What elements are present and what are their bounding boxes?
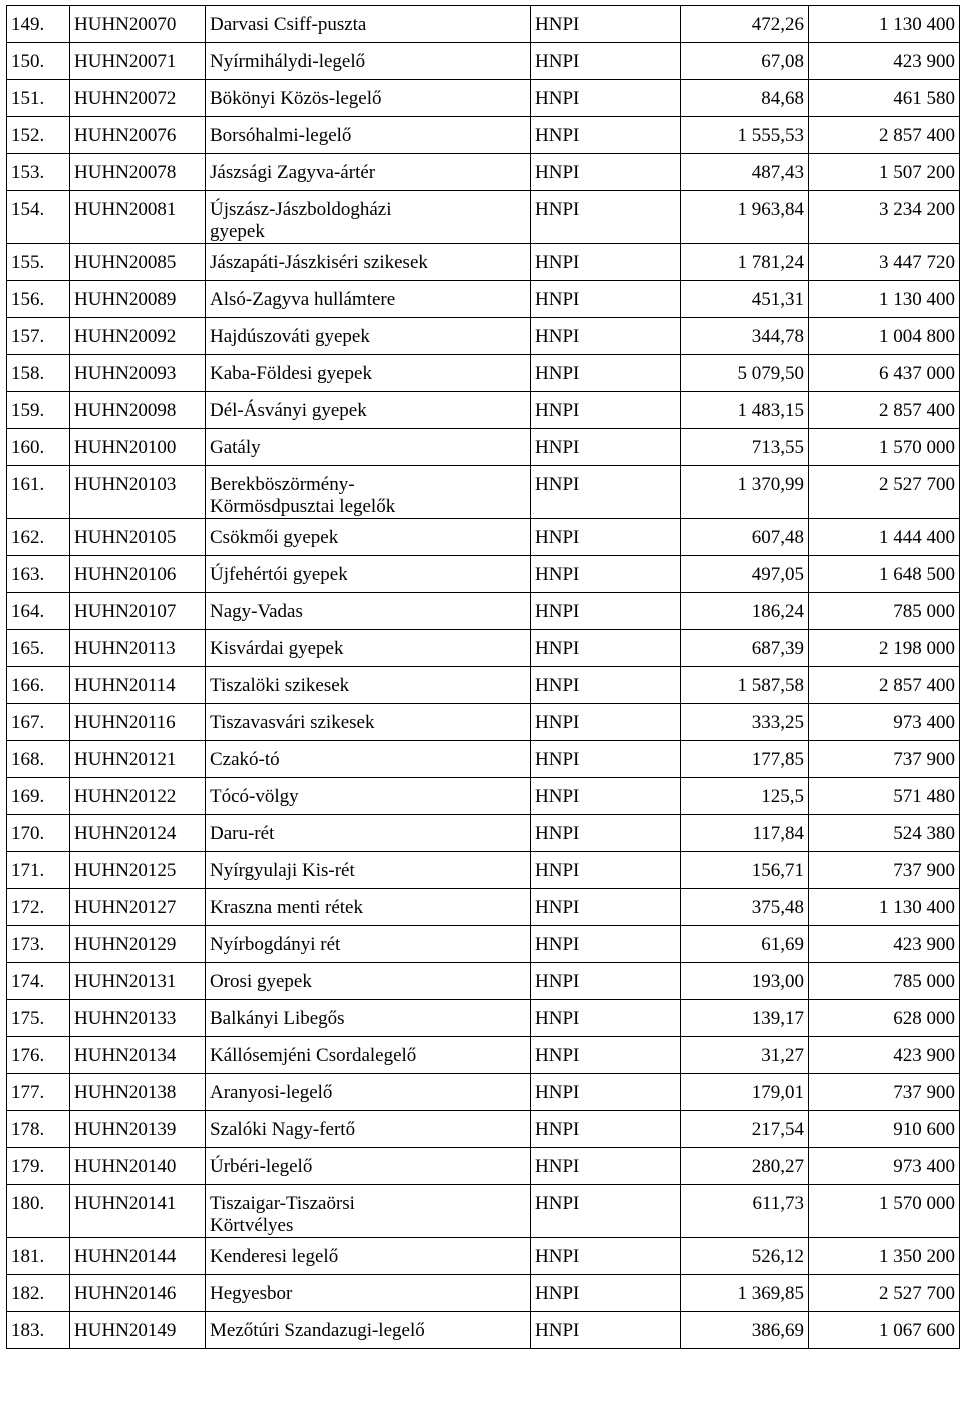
site-name xyxy=(206,1185,531,1238)
managing-authority: HNPI xyxy=(531,963,681,1000)
row-number: 158. xyxy=(7,355,70,392)
area-value: 67,08 xyxy=(681,43,809,80)
area-value: 186,24 xyxy=(681,593,809,630)
site-code: HUHN20121 xyxy=(70,741,206,778)
row-number: 157. xyxy=(7,318,70,355)
table-row xyxy=(7,466,960,519)
table-row xyxy=(7,43,960,80)
table-row xyxy=(7,593,960,630)
row-number: 175. xyxy=(7,1000,70,1037)
row-number: 176. xyxy=(7,1037,70,1074)
site-name xyxy=(206,1074,531,1111)
site-code: HUHN20122 xyxy=(70,778,206,815)
site-code: HUHN20113 xyxy=(70,630,206,667)
area-value: 1 963,84 xyxy=(681,191,809,244)
managing-authority: HNPI xyxy=(531,556,681,593)
site-name-line: Tócó-völgy xyxy=(210,786,299,807)
amount-value: 785 000 xyxy=(809,963,960,1000)
managing-authority: HNPI xyxy=(531,704,681,741)
amount-value: 1 648 500 xyxy=(809,556,960,593)
table-row xyxy=(7,1275,960,1312)
site-code: HUHN20146 xyxy=(70,1275,206,1312)
site-name xyxy=(206,6,531,43)
site-name-line: Dél-Ásványi gyepek xyxy=(210,400,367,421)
site-code: HUHN20071 xyxy=(70,43,206,80)
table-row xyxy=(7,80,960,117)
site-name xyxy=(206,318,531,355)
site-name xyxy=(206,926,531,963)
managing-authority: HNPI xyxy=(531,355,681,392)
area-value: 177,85 xyxy=(681,741,809,778)
table-row xyxy=(7,1185,960,1238)
managing-authority: HNPI xyxy=(531,117,681,154)
area-value: 193,00 xyxy=(681,963,809,1000)
managing-authority: HNPI xyxy=(531,281,681,318)
amount-value: 3 447 720 xyxy=(809,244,960,281)
site-name xyxy=(206,1312,531,1349)
amount-value: 628 000 xyxy=(809,1000,960,1037)
site-name xyxy=(206,556,531,593)
amount-value: 461 580 xyxy=(809,80,960,117)
managing-authority: HNPI xyxy=(531,519,681,556)
site-name-line: Alsó-Zagyva hullámtere xyxy=(210,289,396,310)
site-code: HUHN20141 xyxy=(70,1185,206,1238)
site-name xyxy=(206,778,531,815)
site-code: HUHN20076 xyxy=(70,117,206,154)
area-value: 280,27 xyxy=(681,1148,809,1185)
site-name xyxy=(206,667,531,704)
site-code: HUHN20105 xyxy=(70,519,206,556)
site-name xyxy=(206,1037,531,1074)
amount-value: 524 380 xyxy=(809,815,960,852)
site-code: HUHN20093 xyxy=(70,355,206,392)
managing-authority: HNPI xyxy=(531,630,681,667)
area-value: 179,01 xyxy=(681,1074,809,1111)
table-row xyxy=(7,117,960,154)
site-code: HUHN20100 xyxy=(70,429,206,466)
row-number: 169. xyxy=(7,778,70,815)
site-name-line: Jászsági Zagyva-ártér xyxy=(210,162,376,183)
site-name xyxy=(206,963,531,1000)
site-name-line: Gatály xyxy=(210,437,261,458)
site-name-line: Csökmői gyepek xyxy=(210,527,339,548)
managing-authority: HNPI xyxy=(531,1074,681,1111)
table-row xyxy=(7,1238,960,1275)
site-name xyxy=(206,466,531,519)
managing-authority: HNPI xyxy=(531,1037,681,1074)
amount-value: 6 437 000 xyxy=(809,355,960,392)
site-name-line: Nyírgyulaji Kis-rét xyxy=(210,860,355,881)
site-code: HUHN20085 xyxy=(70,244,206,281)
area-value: 31,27 xyxy=(681,1037,809,1074)
amount-value: 2 527 700 xyxy=(809,1275,960,1312)
area-value: 156,71 xyxy=(681,852,809,889)
amount-value: 3 234 200 xyxy=(809,191,960,244)
site-name-line: Újfehértói gyepek xyxy=(210,564,348,585)
row-number: 155. xyxy=(7,244,70,281)
managing-authority: HNPI xyxy=(531,1238,681,1275)
row-number: 172. xyxy=(7,889,70,926)
area-value: 139,17 xyxy=(681,1000,809,1037)
table-row xyxy=(7,519,960,556)
site-name-line: Körmösdpusztai legelők xyxy=(210,496,396,517)
row-number: 181. xyxy=(7,1238,70,1275)
amount-value: 1 130 400 xyxy=(809,281,960,318)
area-value: 217,54 xyxy=(681,1111,809,1148)
site-name xyxy=(206,741,531,778)
amount-value: 2 857 400 xyxy=(809,392,960,429)
managing-authority: HNPI xyxy=(531,926,681,963)
table-row xyxy=(7,154,960,191)
site-name-line: Balkányi Libegős xyxy=(210,1008,345,1029)
site-name xyxy=(206,429,531,466)
row-number: 178. xyxy=(7,1111,70,1148)
table-row xyxy=(7,1074,960,1111)
managing-authority: HNPI xyxy=(531,429,681,466)
amount-value: 737 900 xyxy=(809,852,960,889)
site-name-line: Úrbéri-legelő xyxy=(210,1156,313,1177)
site-name xyxy=(206,1275,531,1312)
site-name xyxy=(206,244,531,281)
site-name-line: Darvasi Csiff-puszta xyxy=(210,14,367,35)
area-value: 1 555,53 xyxy=(681,117,809,154)
site-name xyxy=(206,593,531,630)
managing-authority: HNPI xyxy=(531,815,681,852)
site-name-line: Nyírbogdányi rét xyxy=(210,934,341,955)
site-table xyxy=(6,5,960,1349)
site-name xyxy=(206,80,531,117)
table-row xyxy=(7,281,960,318)
site-name-line: Jászapáti-Jászkiséri szikesek xyxy=(210,252,428,273)
site-code: HUHN20149 xyxy=(70,1312,206,1349)
site-name-line: Nyírmihálydi-legelő xyxy=(210,51,366,72)
table-row xyxy=(7,667,960,704)
managing-authority: HNPI xyxy=(531,6,681,43)
site-name-line: Bökönyi Közös-legelő xyxy=(210,88,382,109)
site-name xyxy=(206,355,531,392)
site-code: HUHN20144 xyxy=(70,1238,206,1275)
row-number: 149. xyxy=(7,6,70,43)
managing-authority: HNPI xyxy=(531,1312,681,1349)
row-number: 179. xyxy=(7,1148,70,1185)
row-number: 164. xyxy=(7,593,70,630)
site-name xyxy=(206,1000,531,1037)
amount-value: 2 857 400 xyxy=(809,117,960,154)
row-number: 182. xyxy=(7,1275,70,1312)
site-name-line: Szalóki Nagy-fertő xyxy=(210,1119,356,1140)
managing-authority: HNPI xyxy=(531,80,681,117)
area-value: 472,26 xyxy=(681,6,809,43)
site-name-line: Tiszavasvári szikesek xyxy=(210,712,375,733)
table-row xyxy=(7,1111,960,1148)
site-code: HUHN20124 xyxy=(70,815,206,852)
site-name xyxy=(206,815,531,852)
amount-value: 423 900 xyxy=(809,926,960,963)
table-row xyxy=(7,392,960,429)
site-name xyxy=(206,117,531,154)
table-row xyxy=(7,889,960,926)
site-code: HUHN20133 xyxy=(70,1000,206,1037)
area-value: 1 781,24 xyxy=(681,244,809,281)
managing-authority: HNPI xyxy=(531,1148,681,1185)
managing-authority: HNPI xyxy=(531,593,681,630)
managing-authority: HNPI xyxy=(531,889,681,926)
amount-value: 737 900 xyxy=(809,1074,960,1111)
amount-value: 571 480 xyxy=(809,778,960,815)
site-code: HUHN20072 xyxy=(70,80,206,117)
site-name-line: gyepek xyxy=(210,221,265,242)
site-name xyxy=(206,392,531,429)
site-name-line: Kraszna menti rétek xyxy=(210,897,363,918)
site-code: HUHN20089 xyxy=(70,281,206,318)
amount-value: 2 527 700 xyxy=(809,466,960,519)
area-value: 5 079,50 xyxy=(681,355,809,392)
site-name-line: Tiszalöki szikesek xyxy=(210,675,350,696)
site-name-line: Czakó-tó xyxy=(210,749,280,770)
table-row xyxy=(7,556,960,593)
area-value: 611,73 xyxy=(681,1185,809,1238)
amount-value: 2 198 000 xyxy=(809,630,960,667)
site-name-line: Orosi gyepek xyxy=(210,971,312,992)
area-value: 1 483,15 xyxy=(681,392,809,429)
area-value: 687,39 xyxy=(681,630,809,667)
amount-value: 1 570 000 xyxy=(809,1185,960,1238)
site-name xyxy=(206,852,531,889)
managing-authority: HNPI xyxy=(531,778,681,815)
area-value: 713,55 xyxy=(681,429,809,466)
site-name xyxy=(206,1148,531,1185)
amount-value: 1 130 400 xyxy=(809,889,960,926)
site-name-line: Kállósemjéni Csordalegelő xyxy=(210,1045,417,1066)
table-row xyxy=(7,1312,960,1349)
area-value: 607,48 xyxy=(681,519,809,556)
area-value: 487,43 xyxy=(681,154,809,191)
area-value: 125,5 xyxy=(681,778,809,815)
row-number: 173. xyxy=(7,926,70,963)
amount-value: 1 570 000 xyxy=(809,429,960,466)
site-name-line: Hajdúszováti gyepek xyxy=(210,326,370,347)
row-number: 167. xyxy=(7,704,70,741)
managing-authority: HNPI xyxy=(531,43,681,80)
site-name xyxy=(206,1111,531,1148)
amount-value: 785 000 xyxy=(809,593,960,630)
site-name-line: Kaba-Földesi gyepek xyxy=(210,363,372,384)
site-name xyxy=(206,704,531,741)
row-number: 159. xyxy=(7,392,70,429)
amount-value: 423 900 xyxy=(809,43,960,80)
row-number: 171. xyxy=(7,852,70,889)
amount-value: 910 600 xyxy=(809,1111,960,1148)
site-code: HUHN20139 xyxy=(70,1111,206,1148)
row-number: 166. xyxy=(7,667,70,704)
amount-value: 1 507 200 xyxy=(809,154,960,191)
area-value: 333,25 xyxy=(681,704,809,741)
site-code: HUHN20131 xyxy=(70,963,206,1000)
site-name xyxy=(206,1238,531,1275)
amount-value: 1 067 600 xyxy=(809,1312,960,1349)
managing-authority: HNPI xyxy=(531,244,681,281)
managing-authority: HNPI xyxy=(531,741,681,778)
table-row xyxy=(7,778,960,815)
site-code: HUHN20081 xyxy=(70,191,206,244)
amount-value: 2 857 400 xyxy=(809,667,960,704)
area-value: 375,48 xyxy=(681,889,809,926)
row-number: 154. xyxy=(7,191,70,244)
row-number: 152. xyxy=(7,117,70,154)
area-value: 526,12 xyxy=(681,1238,809,1275)
site-name-line: Tiszaigar-Tiszaörsi xyxy=(210,1193,355,1214)
site-code: HUHN20129 xyxy=(70,926,206,963)
table-row xyxy=(7,741,960,778)
site-code: HUHN20140 xyxy=(70,1148,206,1185)
table-row xyxy=(7,355,960,392)
table-row xyxy=(7,963,960,1000)
row-number: 177. xyxy=(7,1074,70,1111)
site-code: HUHN20070 xyxy=(70,6,206,43)
area-value: 451,31 xyxy=(681,281,809,318)
row-number: 162. xyxy=(7,519,70,556)
site-code: HUHN20078 xyxy=(70,154,206,191)
managing-authority: HNPI xyxy=(531,852,681,889)
managing-authority: HNPI xyxy=(531,392,681,429)
table-row xyxy=(7,926,960,963)
table-row xyxy=(7,852,960,889)
amount-value: 973 400 xyxy=(809,704,960,741)
table-row xyxy=(7,191,960,244)
site-name-line: Körtvélyes xyxy=(210,1215,294,1236)
site-name xyxy=(206,191,531,244)
area-value: 497,05 xyxy=(681,556,809,593)
amount-value: 1 444 400 xyxy=(809,519,960,556)
amount-value: 1 130 400 xyxy=(809,6,960,43)
amount-value: 1 004 800 xyxy=(809,318,960,355)
managing-authority: HNPI xyxy=(531,1000,681,1037)
site-name xyxy=(206,43,531,80)
site-name-line: Nagy-Vadas xyxy=(210,601,303,622)
managing-authority: HNPI xyxy=(531,667,681,704)
site-code: HUHN20107 xyxy=(70,593,206,630)
site-code: HUHN20134 xyxy=(70,1037,206,1074)
managing-authority: HNPI xyxy=(531,154,681,191)
site-code: HUHN20114 xyxy=(70,667,206,704)
managing-authority: HNPI xyxy=(531,1111,681,1148)
site-name-line: Berekböszörmény- xyxy=(210,474,355,495)
table-row xyxy=(7,318,960,355)
row-number: 180. xyxy=(7,1185,70,1238)
table-row xyxy=(7,630,960,667)
row-number: 160. xyxy=(7,429,70,466)
site-name-line: Kenderesi legelő xyxy=(210,1246,339,1267)
area-value: 1 370,99 xyxy=(681,466,809,519)
site-code: HUHN20092 xyxy=(70,318,206,355)
area-value: 386,69 xyxy=(681,1312,809,1349)
table-row xyxy=(7,6,960,43)
site-code: HUHN20125 xyxy=(70,852,206,889)
row-number: 150. xyxy=(7,43,70,80)
area-value: 117,84 xyxy=(681,815,809,852)
row-number: 170. xyxy=(7,815,70,852)
site-name-line: Mezőtúri Szandazugi-legelő xyxy=(210,1320,425,1341)
amount-value: 737 900 xyxy=(809,741,960,778)
site-code: HUHN20103 xyxy=(70,466,206,519)
site-name xyxy=(206,519,531,556)
site-name-line: Daru-rét xyxy=(210,823,275,844)
site-name xyxy=(206,630,531,667)
site-code: HUHN20106 xyxy=(70,556,206,593)
site-code: HUHN20138 xyxy=(70,1074,206,1111)
site-name-line: Hegyesbor xyxy=(210,1283,293,1304)
table-row xyxy=(7,704,960,741)
area-value: 344,78 xyxy=(681,318,809,355)
table-row xyxy=(7,244,960,281)
site-name xyxy=(206,889,531,926)
site-code: HUHN20127 xyxy=(70,889,206,926)
area-value: 84,68 xyxy=(681,80,809,117)
row-number: 161. xyxy=(7,466,70,519)
row-number: 156. xyxy=(7,281,70,318)
site-name xyxy=(206,281,531,318)
area-value: 61,69 xyxy=(681,926,809,963)
site-name-line: Kisvárdai gyepek xyxy=(210,638,344,659)
row-number: 183. xyxy=(7,1312,70,1349)
managing-authority: HNPI xyxy=(531,466,681,519)
managing-authority: HNPI xyxy=(531,191,681,244)
area-value: 1 587,58 xyxy=(681,667,809,704)
row-number: 151. xyxy=(7,80,70,117)
site-name-line: Borsóhalmi-legelő xyxy=(210,125,352,146)
row-number: 163. xyxy=(7,556,70,593)
table-row xyxy=(7,429,960,466)
area-value: 1 369,85 xyxy=(681,1275,809,1312)
managing-authority: HNPI xyxy=(531,318,681,355)
site-name xyxy=(206,154,531,191)
site-code: HUHN20116 xyxy=(70,704,206,741)
row-number: 168. xyxy=(7,741,70,778)
site-code: HUHN20098 xyxy=(70,392,206,429)
table-row xyxy=(7,1000,960,1037)
amount-value: 1 350 200 xyxy=(809,1238,960,1275)
site-name-line: Aranyosi-legelő xyxy=(210,1082,333,1103)
row-number: 165. xyxy=(7,630,70,667)
amount-value: 973 400 xyxy=(809,1148,960,1185)
row-number: 174. xyxy=(7,963,70,1000)
managing-authority: HNPI xyxy=(531,1185,681,1238)
site-name-line: Újszász-Jászboldogházi xyxy=(210,199,392,220)
table-body xyxy=(7,6,960,1349)
managing-authority: HNPI xyxy=(531,1275,681,1312)
table-row xyxy=(7,1148,960,1185)
row-number: 153. xyxy=(7,154,70,191)
amount-value: 423 900 xyxy=(809,1037,960,1074)
table-row xyxy=(7,1037,960,1074)
table-row xyxy=(7,815,960,852)
